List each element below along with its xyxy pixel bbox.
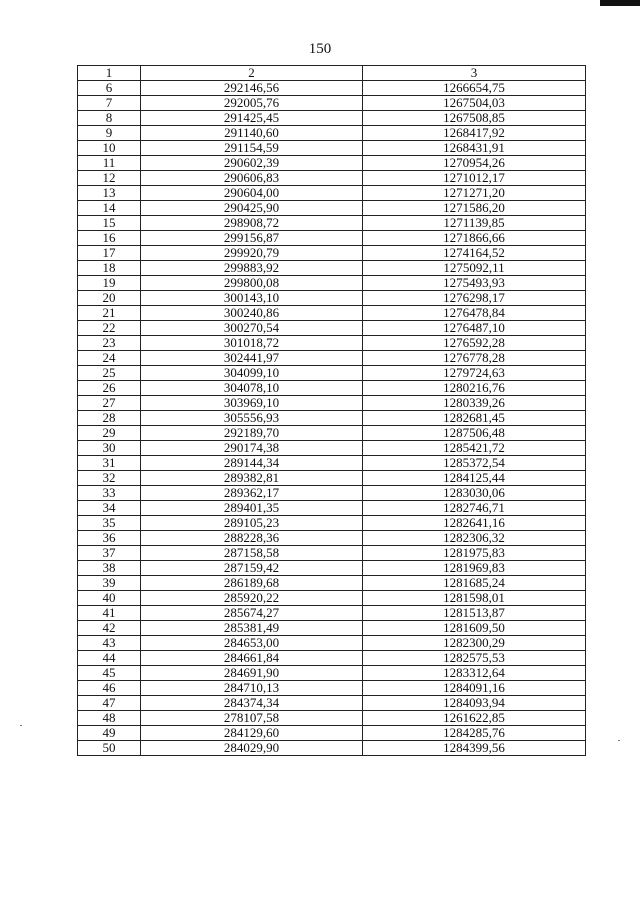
table-row	[78, 156, 586, 171]
x-coordinate-cell: 304099,10	[141, 366, 363, 381]
y-coordinate-cell: 1282641,16	[363, 516, 586, 531]
point-number-cell: 43	[78, 636, 141, 651]
x-coordinate-cell: 290174,38	[141, 441, 363, 456]
x-coordinate-cell: 299883,92	[141, 261, 363, 276]
x-coordinate-cell: 290604,00	[141, 186, 363, 201]
y-coordinate-cell: 1276487,10	[363, 321, 586, 336]
x-coordinate-cell: 284129,60	[141, 726, 363, 741]
y-coordinate-cell: 1261622,85	[363, 711, 586, 726]
x-coordinate-cell: 290602,39	[141, 156, 363, 171]
x-coordinate-cell: 284661,84	[141, 651, 363, 666]
table-row	[78, 261, 586, 276]
x-coordinate-cell: 290606,83	[141, 171, 363, 186]
y-coordinate-cell: 1267504,03	[363, 96, 586, 111]
x-coordinate-cell: 305556,93	[141, 411, 363, 426]
x-coordinate-cell: 301018,72	[141, 336, 363, 351]
x-coordinate-cell: 299800,08	[141, 276, 363, 291]
y-coordinate-cell: 1270954,26	[363, 156, 586, 171]
y-coordinate-cell: 1282746,71	[363, 501, 586, 516]
point-number-cell: 47	[78, 696, 141, 711]
y-coordinate-cell: 1282575,53	[363, 651, 586, 666]
table-row	[78, 501, 586, 516]
table-row	[78, 231, 586, 246]
x-coordinate-cell: 300240,86	[141, 306, 363, 321]
point-number-cell: 40	[78, 591, 141, 606]
point-number-cell: 41	[78, 606, 141, 621]
table-row	[78, 276, 586, 291]
table-row	[78, 681, 586, 696]
x-coordinate-cell: 299920,79	[141, 246, 363, 261]
y-coordinate-cell: 1276298,17	[363, 291, 586, 306]
point-number-cell: 15	[78, 216, 141, 231]
y-coordinate-cell: 1281598,01	[363, 591, 586, 606]
y-coordinate-cell: 1279724,63	[363, 366, 586, 381]
table-row	[78, 321, 586, 336]
x-coordinate-cell: 291425,45	[141, 111, 363, 126]
point-number-cell: 11	[78, 156, 141, 171]
point-number-cell: 35	[78, 516, 141, 531]
y-coordinate-cell: 1282681,45	[363, 411, 586, 426]
table-row	[78, 126, 586, 141]
table-body	[78, 81, 586, 756]
point-number-cell: 39	[78, 576, 141, 591]
table-row	[78, 96, 586, 111]
point-number-cell: 7	[78, 96, 141, 111]
y-coordinate-cell: 1284125,44	[363, 471, 586, 486]
point-number-cell: 16	[78, 231, 141, 246]
table-row	[78, 741, 586, 756]
table-row	[78, 651, 586, 666]
point-number-cell: 20	[78, 291, 141, 306]
table-row	[78, 201, 586, 216]
table-row	[78, 696, 586, 711]
table-row	[78, 441, 586, 456]
page-number: 150	[308, 41, 332, 57]
point-number-cell: 10	[78, 141, 141, 156]
point-number-cell: 8	[78, 111, 141, 126]
table-row	[78, 81, 586, 96]
x-coordinate-cell: 284653,00	[141, 636, 363, 651]
table-header-row	[78, 66, 586, 81]
table-row	[78, 456, 586, 471]
x-coordinate-cell: 284691,90	[141, 666, 363, 681]
y-coordinate-cell: 1284399,56	[363, 741, 586, 756]
x-coordinate-cell: 287159,42	[141, 561, 363, 576]
y-coordinate-cell: 1266654,75	[363, 81, 586, 96]
y-coordinate-cell: 1284091,16	[363, 681, 586, 696]
table-row	[78, 411, 586, 426]
y-coordinate-cell: 1284285,76	[363, 726, 586, 741]
y-coordinate-cell: 1271139,85	[363, 216, 586, 231]
point-number-cell: 13	[78, 186, 141, 201]
x-coordinate-cell: 291140,60	[141, 126, 363, 141]
y-coordinate-cell: 1271012,17	[363, 171, 586, 186]
point-number-cell: 14	[78, 201, 141, 216]
table-row	[78, 216, 586, 231]
y-coordinate-cell: 1267508,85	[363, 111, 586, 126]
y-coordinate-cell: 1276478,84	[363, 306, 586, 321]
table-row	[78, 486, 586, 501]
y-coordinate-cell: 1271271,20	[363, 186, 586, 201]
point-number-cell: 46	[78, 681, 141, 696]
point-number-cell: 45	[78, 666, 141, 681]
x-coordinate-cell: 287158,58	[141, 546, 363, 561]
y-coordinate-cell: 1268417,92	[363, 126, 586, 141]
y-coordinate-cell: 1275493,93	[363, 276, 586, 291]
x-coordinate-cell: 289401,35	[141, 501, 363, 516]
table-row	[78, 336, 586, 351]
y-coordinate-cell: 1276592,28	[363, 336, 586, 351]
page-corner-mark	[600, 0, 640, 6]
y-coordinate-cell: 1271586,20	[363, 201, 586, 216]
y-coordinate-cell: 1285421,72	[363, 441, 586, 456]
point-number-cell: 12	[78, 171, 141, 186]
x-coordinate-cell: 288228,36	[141, 531, 363, 546]
y-coordinate-cell: 1285372,54	[363, 456, 586, 471]
point-number-cell: 37	[78, 546, 141, 561]
table-row	[78, 576, 586, 591]
y-coordinate-cell: 1283030,06	[363, 486, 586, 501]
x-coordinate-cell: 284374,34	[141, 696, 363, 711]
point-number-cell: 26	[78, 381, 141, 396]
x-coordinate-cell: 289362,17	[141, 486, 363, 501]
x-coordinate-cell: 300143,10	[141, 291, 363, 306]
scan-speck	[20, 725, 22, 726]
table-row	[78, 141, 586, 156]
x-coordinate-cell: 289105,23	[141, 516, 363, 531]
y-coordinate-cell: 1281685,24	[363, 576, 586, 591]
point-number-cell: 42	[78, 621, 141, 636]
x-coordinate-cell: 278107,58	[141, 711, 363, 726]
table-row	[78, 351, 586, 366]
table-row	[78, 396, 586, 411]
table-row	[78, 186, 586, 201]
table-row	[78, 366, 586, 381]
table-row	[78, 711, 586, 726]
y-coordinate-cell: 1287506,48	[363, 426, 586, 441]
table-row	[78, 591, 586, 606]
x-coordinate-cell: 286189,68	[141, 576, 363, 591]
y-coordinate-cell: 1282306,32	[363, 531, 586, 546]
x-coordinate-cell: 300270,54	[141, 321, 363, 336]
y-coordinate-cell: 1281975,83	[363, 546, 586, 561]
point-number-cell: 31	[78, 456, 141, 471]
point-number-cell: 36	[78, 531, 141, 546]
point-number-cell: 27	[78, 396, 141, 411]
point-number-cell: 25	[78, 366, 141, 381]
x-coordinate-cell: 284029,90	[141, 741, 363, 756]
point-number-cell: 17	[78, 246, 141, 261]
x-coordinate-cell: 285381,49	[141, 621, 363, 636]
table-row	[78, 471, 586, 486]
x-coordinate-cell: 285674,27	[141, 606, 363, 621]
y-coordinate-cell: 1284093,94	[363, 696, 586, 711]
coordinates-table	[77, 65, 586, 756]
table-row	[78, 381, 586, 396]
y-coordinate-cell: 1281513,87	[363, 606, 586, 621]
y-coordinate-cell: 1271866,66	[363, 231, 586, 246]
x-coordinate-cell: 290425,90	[141, 201, 363, 216]
table-row	[78, 621, 586, 636]
x-coordinate-cell: 292005,76	[141, 96, 363, 111]
x-coordinate-cell: 292146,56	[141, 81, 363, 96]
x-coordinate-cell: 291154,59	[141, 141, 363, 156]
table-row	[78, 666, 586, 681]
point-number-cell: 22	[78, 321, 141, 336]
point-number-cell: 24	[78, 351, 141, 366]
table-row	[78, 636, 586, 651]
table-row	[78, 546, 586, 561]
point-number-cell: 18	[78, 261, 141, 276]
y-coordinate-cell: 1276778,28	[363, 351, 586, 366]
y-coordinate-cell: 1275092,11	[363, 261, 586, 276]
point-number-cell: 23	[78, 336, 141, 351]
table-row	[78, 246, 586, 261]
x-coordinate-cell: 303969,10	[141, 396, 363, 411]
x-coordinate-cell: 299156,87	[141, 231, 363, 246]
point-number-cell: 29	[78, 426, 141, 441]
point-number-cell: 21	[78, 306, 141, 321]
point-number-cell: 50	[78, 741, 141, 756]
column-header-2: 2	[141, 66, 363, 81]
table-row	[78, 531, 586, 546]
y-coordinate-cell: 1280339,26	[363, 396, 586, 411]
x-coordinate-cell: 298908,72	[141, 216, 363, 231]
column-header-3: 3	[363, 66, 586, 81]
point-number-cell: 6	[78, 81, 141, 96]
x-coordinate-cell: 285920,22	[141, 591, 363, 606]
x-coordinate-cell: 289144,34	[141, 456, 363, 471]
x-coordinate-cell: 304078,10	[141, 381, 363, 396]
table-row	[78, 306, 586, 321]
table-row	[78, 516, 586, 531]
point-number-cell: 19	[78, 276, 141, 291]
point-number-cell: 38	[78, 561, 141, 576]
table-row	[78, 726, 586, 741]
point-number-cell: 9	[78, 126, 141, 141]
table-row	[78, 171, 586, 186]
column-header-1: 1	[78, 66, 141, 81]
point-number-cell: 30	[78, 441, 141, 456]
y-coordinate-cell: 1280216,76	[363, 381, 586, 396]
point-number-cell: 28	[78, 411, 141, 426]
y-coordinate-cell: 1268431,91	[363, 141, 586, 156]
point-number-cell: 44	[78, 651, 141, 666]
table-row	[78, 291, 586, 306]
scan-speck	[618, 740, 620, 741]
point-number-cell: 33	[78, 486, 141, 501]
table-row	[78, 426, 586, 441]
x-coordinate-cell: 289382,81	[141, 471, 363, 486]
table-row	[78, 561, 586, 576]
point-number-cell: 49	[78, 726, 141, 741]
x-coordinate-cell: 284710,13	[141, 681, 363, 696]
y-coordinate-cell: 1281969,83	[363, 561, 586, 576]
point-number-cell: 34	[78, 501, 141, 516]
y-coordinate-cell: 1283312,64	[363, 666, 586, 681]
y-coordinate-cell: 1282300,29	[363, 636, 586, 651]
x-coordinate-cell: 292189,70	[141, 426, 363, 441]
y-coordinate-cell: 1274164,52	[363, 246, 586, 261]
y-coordinate-cell: 1281609,50	[363, 621, 586, 636]
point-number-cell: 48	[78, 711, 141, 726]
x-coordinate-cell: 302441,97	[141, 351, 363, 366]
table-row	[78, 606, 586, 621]
point-number-cell: 32	[78, 471, 141, 486]
table-row	[78, 111, 586, 126]
